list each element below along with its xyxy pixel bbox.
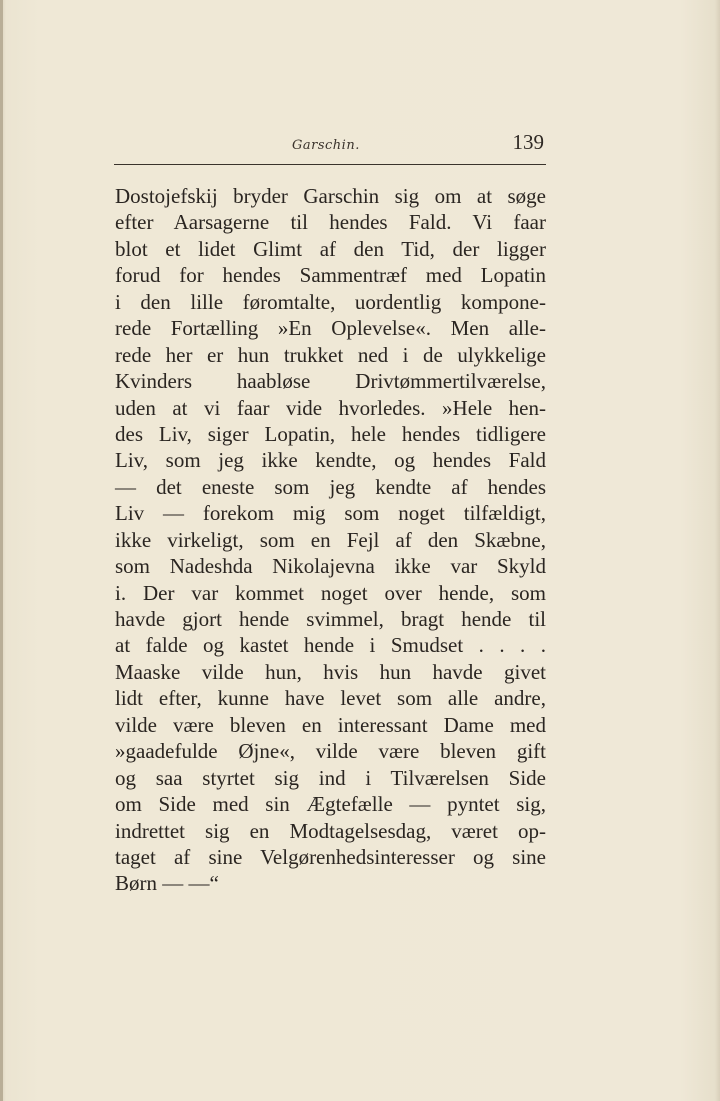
- text-line: havde gjort hende svimmel, bragt hende til: [115, 607, 546, 631]
- text-line: i den lille føromtalte, uordentlig kompone-: [115, 289, 546, 314]
- text-line: som Nadeshda Nikolajevna ikke var Skyld: [115, 554, 546, 579]
- text-line: forud for hendes Sammentræf med Lopatin: [115, 263, 546, 288]
- text-line: at falde og kastet hende i Smudset . . . .: [115, 633, 546, 658]
- text-line: ikke virkeligt, som en Fejl af den Skæbne,: [115, 527, 546, 552]
- text-line: uden at vi faar vide hvorledes. »Hele hen-: [115, 395, 546, 420]
- text-line: rede Fortælling »En Oplevelse«. Men alle-: [115, 316, 546, 341]
- text-line: lidt efter, kunne have levet som alle andre,: [115, 686, 546, 711]
- text-line: »gaadefulde Øjne«, vilde være bleven gift: [115, 739, 546, 764]
- text-line: efter Aarsagerne til hendes Fald. Vi faar: [115, 210, 546, 235]
- page-number: 139: [512, 130, 544, 154]
- text-line: vilde være bleven en interessant Dame med: [115, 712, 546, 737]
- text-line: — det eneste som jeg kendte af hendes: [115, 474, 546, 499]
- running-header: [114, 130, 546, 165]
- text-line: om Side med sin Ægtefælle — pyntet sig,: [115, 792, 546, 817]
- text-line: Kvinders haabløse Drivtømmertilværelse,: [115, 369, 546, 394]
- text-line: i. Der var kommet noget over hende, som: [115, 580, 546, 605]
- text-line: taget af sine Velgørenhedsinteresser og sine: [115, 844, 546, 869]
- text-line: Liv, som jeg ikke kendte, og hendes Fald: [115, 448, 546, 473]
- running-title: Garschin.: [292, 138, 360, 153]
- text-line: des Liv, siger Lopatin, hele hendes tidligere: [115, 421, 546, 446]
- text-line: og saa styrtet sig ind i Tilværelsen Side: [115, 765, 546, 790]
- text-line: Dostojefskij bryder Garschin sig om at søge: [115, 184, 546, 208]
- text-line: Børn — —“: [115, 871, 219, 896]
- text-line: rede her er hun trukket ned i de ulykkelige: [115, 342, 546, 367]
- body-text: [115, 183, 546, 897]
- text-line: Maaske vilde hun, hvis hun havde givet: [115, 659, 546, 684]
- text-line: indrettet sig en Modtagelsesdag, været op-: [115, 818, 546, 843]
- text-line: Liv — forekom mig som noget tilfældigt,: [115, 501, 546, 526]
- text-line: blot et lidet Glimt af den Tid, der ligger: [115, 236, 546, 261]
- page-spine-edge: [0, 0, 3, 1101]
